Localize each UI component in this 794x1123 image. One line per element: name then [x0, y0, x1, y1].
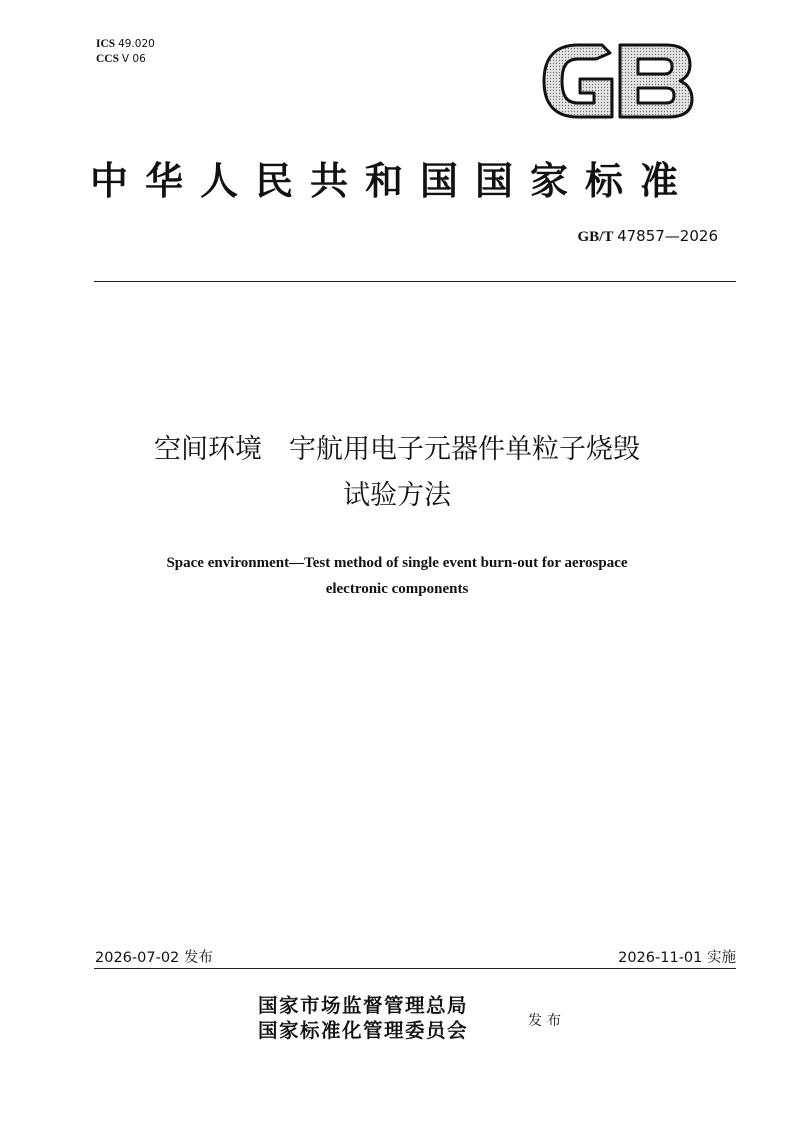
issuer-line-2: 国家标准化管理委员会 [258, 1021, 469, 1042]
ccs-code: CCS V 06 [96, 53, 146, 65]
issuing-authorities [258, 994, 468, 1044]
issuer-line-1: 国家市场监督管理总局 [258, 996, 469, 1017]
header-divider [94, 281, 736, 282]
english-title-line-2: electronic components [325, 581, 469, 597]
gb-standard-logo [540, 41, 695, 121]
issue-date: 2026-07-02 发布 [95, 950, 213, 966]
chinese-title [60, 427, 734, 519]
chinese-title-line-1: 空间环境 宇航用电子元器件单粒子烧毁 [154, 434, 640, 465]
ics-code: ICS 49.020 [96, 38, 155, 50]
issue-action: 发布 [528, 1014, 566, 1029]
english-title-line-1: Space environment—Test method of single event burn-out for aerospace [166, 555, 628, 571]
national-standard-title: 中华人民共和国国家标准 [90, 161, 696, 203]
classification-codes [96, 37, 155, 67]
implementation-date: 2026-11-01 实施 [618, 950, 736, 966]
footer-divider [94, 968, 736, 969]
chinese-title-line-2: 试验方法 [343, 480, 451, 511]
english-title [60, 550, 734, 602]
standard-number: GB/T 47857—2026 [577, 227, 718, 245]
